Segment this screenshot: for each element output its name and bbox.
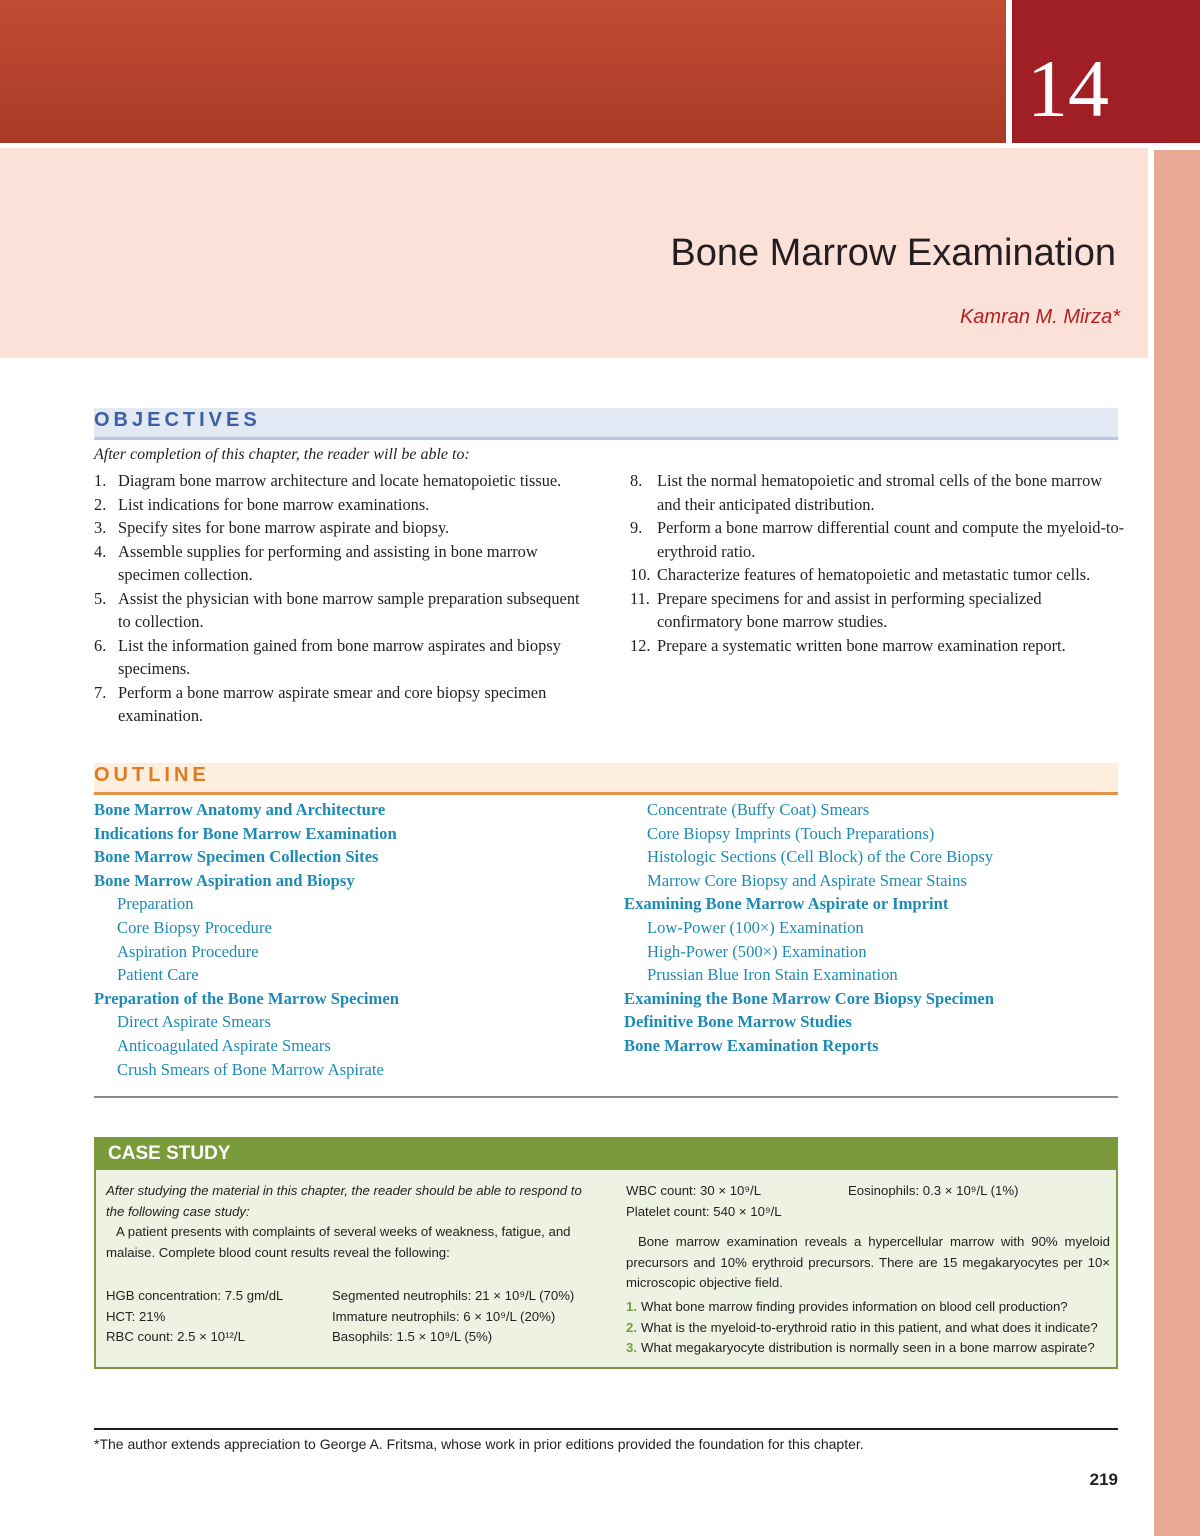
case-study-questions (626, 1297, 1116, 1359)
lab-result: Eosinophils: 0.3 × 10⁹/L (1%) (848, 1183, 1019, 1198)
outline-header (94, 763, 1118, 795)
case-study-heading: CASE STUDY (108, 1143, 231, 1164)
lab-result: HGB concentration: 7.5 gm/dL (106, 1288, 284, 1303)
lab-result: WBC count: 30 × 10⁹/L (626, 1183, 762, 1198)
outline-sublink[interactable]: Prussian Blue Iron Stain Examination (647, 965, 898, 985)
outline-link[interactable]: Bone Marrow Anatomy and Architecture (94, 800, 386, 819)
lab-result: HCT: 21% (106, 1308, 166, 1324)
outline-list-right (624, 798, 994, 1058)
lab-results-col-1 (106, 1286, 283, 1348)
objective-item: 3. Specify sites for bone marrow aspirate and biopsy. (94, 518, 450, 537)
footnote-rule (94, 1428, 1118, 1430)
chapter-title: Bone Marrow Examination (670, 232, 1116, 274)
case-study-findings: Bone marrow examination reveals a hypercellular marrow with 90% myeloid precursors and 10% erythroid precursors. There are 15 megakaryocytes per 10× microscopic objective field. (626, 1234, 1110, 1290)
outline-link[interactable]: Bone Marrow Examination Reports (624, 1035, 879, 1055)
chapter-author: Kamran M. Mirza* (959, 306, 1120, 328)
outline-link[interactable]: Bone Marrow Aspiration and Biopsy (94, 870, 355, 890)
case-question: 3. What megakaryocyte distribution is normally seen in a bone marrow aspirate? (626, 1340, 1095, 1355)
objectives-list-left (94, 469, 594, 728)
case-question: 2. What is the myeloid-to-erythroid ratio in this patient, and what does it indicate? (626, 1319, 1098, 1335)
outline-sublink[interactable]: Low-Power (100×) Examination (647, 917, 864, 937)
objectives-list-right (630, 469, 1126, 657)
outline-link[interactable]: Examining the Bone Marrow Core Biopsy Specimen (624, 988, 994, 1008)
outline-sublink[interactable]: Core Biopsy Procedure (117, 917, 272, 937)
outline-sublink[interactable]: Patient Care (117, 965, 199, 985)
lab-result: Segmented neutrophils: 21 × 10⁹/L (70%) (332, 1288, 575, 1303)
objective-item: 10. Characterize features of hematopoietic and metastatic tumor cells. (630, 565, 1091, 584)
outline-sublink[interactable]: Marrow Core Biopsy and Aspirate Smear Stains (647, 870, 967, 890)
objective-item: 5. Assist the physician with bone marrow sample preparation subsequent to collection. (94, 588, 580, 631)
objectives-intro: After completion of this chapter, the reader will be able to: (94, 446, 470, 463)
objective-item: 6. List the information gained from bone marrow aspirates and biopsy specimens. (94, 635, 561, 678)
outline-sublink[interactable]: Direct Aspirate Smears (117, 1012, 271, 1032)
side-strip (1154, 150, 1200, 1536)
case-study-presentation: A patient presents with complaints of several weeks of weakness, fatigue, and malaise. Complete blood count results reveal the following: (106, 1224, 571, 1260)
outline-link[interactable]: Definitive Bone Marrow Studies (624, 1012, 852, 1032)
objective-item: 9. Perform a bone marrow differential count and compute the myeloid-to-erythroid ratio. (630, 518, 1125, 561)
outline-sublink[interactable]: Concentrate (Buffy Coat) Smears (647, 800, 870, 819)
outline-sublink[interactable]: Preparation (117, 894, 194, 914)
footnote: *The author extends appreciation to George A. Fritsma, whose work in prior editions provided the foundation for this chapter. (94, 1436, 864, 1452)
case-study-intro: After studying the material in this chapter, the reader should be able to respond to the following case study: (106, 1183, 582, 1219)
lab-result: Platelet count: 540 × 10⁹/L (626, 1203, 782, 1219)
objective-item: 2. List indications for bone marrow examinations. (94, 494, 430, 514)
objective-item: 11. Prepare specimens for and assist in performing specialized confirmatory bone marrow studies. (630, 588, 1042, 631)
outline-sublink[interactable]: Crush Smears of Bone Marrow Aspirate (117, 1059, 384, 1079)
case-study-box (94, 1137, 1118, 1369)
objective-item: 7. Perform a bone marrow aspirate smear and core biopsy specimen examination. (94, 682, 547, 725)
outline-link[interactable]: Preparation of the Bone Marrow Specimen (94, 988, 399, 1008)
outline-heading: OUTLINE (94, 764, 210, 786)
lab-results-col-3 (626, 1181, 782, 1222)
lab-result: Basophils: 1.5 × 10⁹/L (5%) (332, 1329, 493, 1344)
outline-link[interactable]: Indications for Bone Marrow Examination (94, 823, 397, 843)
objective-item: 12. Prepare a systematic written bone marrow examination report. (630, 635, 1066, 655)
section-divider (94, 1096, 1118, 1098)
outline-sublink[interactable]: Histologic Sections (Cell Block) of the Core Biopsy (647, 847, 994, 867)
objectives-heading: OBJECTIVES (94, 409, 261, 431)
lab-result: RBC count: 2.5 × 10¹²/L (106, 1329, 245, 1344)
objective-item: 1. Diagram bone marrow architecture and locate hematopoietic tissue. (94, 471, 562, 490)
chapter-number-box (1012, 0, 1200, 143)
objectives-header (94, 408, 1118, 440)
case-question: 1. What bone marrow finding provides information on blood cell production? (626, 1299, 1068, 1314)
lab-results-col-2 (332, 1286, 574, 1348)
outline-sublink[interactable]: High-Power (500×) Examination (647, 941, 867, 961)
outline-link[interactable]: Bone Marrow Specimen Collection Sites (94, 847, 379, 867)
outline-list-left (94, 798, 399, 1081)
outline-sublink[interactable]: Anticoagulated Aspirate Smears (117, 1035, 331, 1055)
outline-sublink[interactable]: Core Biopsy Imprints (Touch Preparations) (647, 823, 935, 843)
outline-link[interactable]: Examining Bone Marrow Aspirate or Imprint (624, 894, 949, 914)
objective-item: 4. Assemble supplies for performing and assisting in bone marrow specimen collection. (94, 541, 538, 584)
lab-results-col-4 (848, 1181, 1018, 1202)
lab-result: Immature neutrophils: 6 × 10⁹/L (20%) (332, 1308, 556, 1324)
page-number: 219 (1089, 1470, 1118, 1489)
objective-item: 8. List the normal hematopoietic and stromal cells of the bone marrow and their anticipated distribution. (630, 471, 1103, 514)
outline-sublink[interactable]: Aspiration Procedure (117, 941, 259, 961)
chapter-number: 14 (1027, 43, 1109, 134)
case-study-header (96, 1139, 1116, 1170)
header-band (0, 0, 1006, 143)
